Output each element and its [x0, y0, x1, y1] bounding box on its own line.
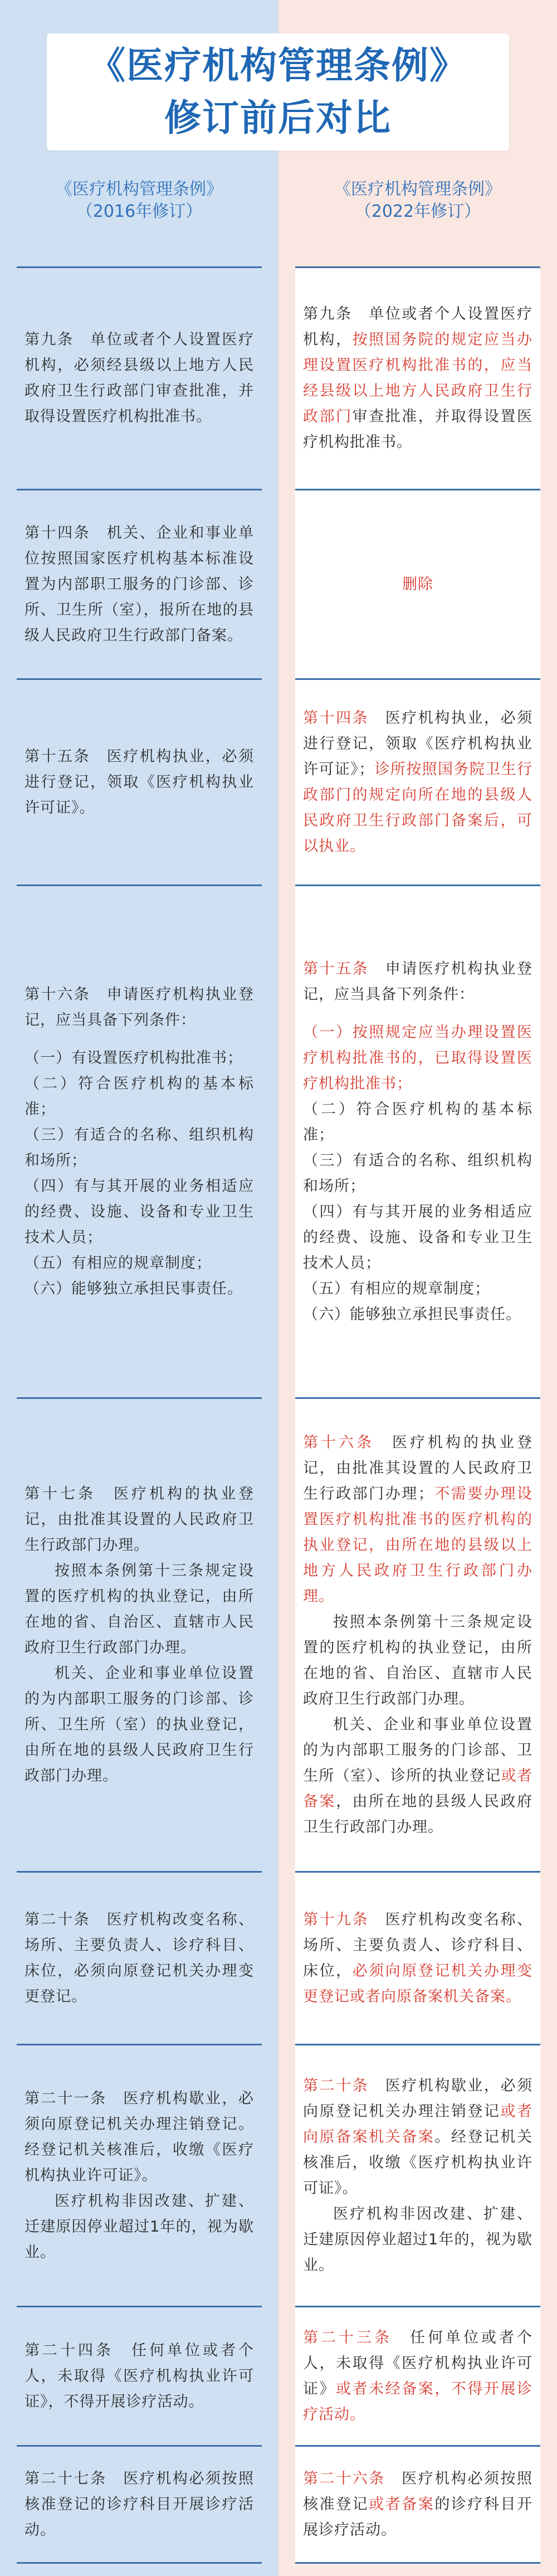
right-article-23-text: 第二十三条 任何单位或者个人，未取得《医疗机构执业许可证》或者未经备案，不得开展诊疗活动。 [303, 2329, 533, 2423]
right-article-16 [295, 1399, 540, 1873]
left-article-16-intro: 第十六条 申请医疗机构执业登记，应当具备下列条件： [25, 985, 254, 1029]
list-item: （三）有适合的名称、组织机构和场所； [25, 1126, 254, 1169]
left-article-14 [17, 490, 262, 680]
right-header-year: （2022年修订） [354, 202, 481, 221]
right-article-9 [295, 266, 540, 490]
right-article-23 [295, 2307, 540, 2447]
left-header-name: 《医疗机构管理条例》 [56, 179, 223, 199]
list-item: （三）有适合的名称、组织机构和场所； [303, 1151, 532, 1195]
right-article-16-p2: 按照本条例第十三条规定设置的医疗机构的执业登记，由所在地的省、自治区、直辖市人民政府卫生行政部门办理。 [303, 1613, 532, 1708]
right-article-14-text: 第十四条 医疗机构执业，必须进行登记，领取《医疗机构执业许可证》；诊所按照国务院卫生行政部门的规定向所在地的县级人民政府卫生行政部门备案后，可以执业。 [303, 709, 533, 855]
page-subtitle: 修订前后对比 [164, 96, 392, 139]
left-article-27-text: 第二十七条 医疗机构必须按照核准登记的诊疗科目开展诊疗活动。 [25, 2470, 254, 2539]
left-article-15-text: 第十五条 医疗机构执业，必须进行登记，领取《医疗机构执业许可证》。 [25, 747, 254, 816]
list-item: （六）能够独立承担民事责任。 [303, 1305, 521, 1323]
left-article-14-text: 第十四条 机关、企业和事业单位按照国家医疗机构基本标准设置为内部职工服务的门诊部、诊所、卫生所（室），报所在地的县级人民政府卫生行政部门备案。 [25, 524, 254, 644]
right-article-15-intro: 第十五条 申请医疗机构执业登记，应当具备下列条件： [303, 960, 533, 1003]
right-article-14-deleted [295, 490, 540, 680]
left-article-9-text: 第九条 单位或者个人设置医疗机构，必须经县级以上地方人民政府卫生行政部门审查批准，并取得设置医疗机构批准书。 [25, 331, 254, 425]
right-article-9-text: 第九条 单位或者个人设置医疗机构，按照国务院的规定应当办理设置医疗机构批准书的，应当经县级以上地方人民政府卫生行政部门审查批准，并取得设置医疗机构批准书。 [303, 305, 533, 451]
left-article-24-text: 第二十四条 任何单位或者个人，未取得《医疗机构执业许可证》，不得开展诊疗活动。 [25, 2341, 254, 2410]
left-article-21-p1: 第二十一条 医疗机构歇业，必须向原登记机关办理注销登记。经登记机关核准后，收缴《医疗机构执业许可证》。 [25, 2089, 254, 2184]
left-article-16 [17, 886, 262, 1399]
list-item: （六）能够独立承担民事责任。 [25, 1280, 243, 1297]
right-article-26 [295, 2447, 540, 2564]
right-article-20-p2: 医疗机构非因改建、扩建、迁建原因停业超过1年的，视为歇业。 [303, 2205, 532, 2274]
deleted-label: 删除 [402, 575, 433, 593]
left-header-year: （2016年修订） [76, 202, 203, 221]
left-article-9 [17, 266, 262, 490]
page-title: 《医疗机构管理条例》 [89, 44, 467, 87]
right-article-20-p1: 第二十条 医疗机构歇业，必须向原登记机关办理注销登记或者向原备案机关备案。经登记机关核准后，收缴《医疗机构执业许可证》。 [303, 2077, 533, 2197]
list-item: （二）符合医疗机构的基本标准； [303, 1100, 532, 1144]
right-header-name: 《医疗机构管理条例》 [334, 179, 501, 199]
left-column-header [0, 178, 278, 223]
right-article-15 [295, 886, 540, 1399]
left-article-27 [17, 2447, 262, 2564]
right-article-20 [295, 2045, 540, 2307]
left-article-17 [17, 1399, 262, 1873]
left-article-20 [17, 1873, 262, 2045]
list-item: （五）有相应的规章制度； [303, 1280, 490, 1297]
left-article-21-p2: 医疗机构非因改建、扩建、迁建原因停业超过1年的，视为歇业。 [25, 2192, 254, 2261]
right-article-19 [295, 1873, 540, 2045]
right-column-header [278, 178, 557, 223]
title-box [47, 33, 509, 150]
right-article-19-text: 第十九条 医疗机构改变名称、场所、主要负责人、诊疗科目、床位，必须向原登记机关办理变更登记或者向原备案机关备案。 [303, 1911, 533, 2005]
left-article-20-text: 第二十条 医疗机构改变名称、场所、主要负责人、诊疗科目、床位，必须向原登记机关办理变更登记。 [25, 1911, 254, 2005]
list-item: （二）符合医疗机构的基本标准； [25, 1075, 254, 1118]
left-article-15 [17, 680, 262, 886]
list-item: （四）有与其开展的业务相适应的经费、设施、设备和专业卫生技术人员； [25, 1177, 254, 1246]
left-article-17-p2: 按照本条例第十三条规定设置的医疗机构的执业登记，由所在地的省、自治区、直辖市人民政府卫生行政部门办理。 [25, 1562, 254, 1656]
left-article-17-p1: 第十七条 医疗机构的执业登记，由批准其设置的人民政府卫生行政部门办理。 [25, 1485, 254, 1554]
right-article-16-p3: 机关、企业和事业单位设置的为内部职工服务的门诊部、卫生所（室）、诊所的执业登记或者备案，由所在地的县级人民政府卫生行政部门办理。 [303, 1715, 533, 1836]
list-item: （五）有相应的规章制度； [25, 1254, 212, 1272]
list-item: （四）有与其开展的业务相适应的经费、设施、设备和专业卫生技术人员； [303, 1203, 532, 1272]
list-item: （一）有设置医疗机构批准书； [25, 1049, 243, 1067]
left-article-24 [17, 2307, 262, 2447]
list-item: （一）按照规定应当办理设置医疗机构批准书的，已取得设置医疗机构批准书； [303, 1023, 532, 1092]
right-article-16-p1: 第十六条 医疗机构的执业登记，由批准其设置的人民政府卫生行政部门办理；不需要办理设置医疗机构批准书的医疗机构的执业登记，由所在地的县级以上地方人民政府卫生行政部门办理。 [303, 1433, 533, 1605]
right-article-14 [295, 680, 540, 886]
left-article-17-p3: 机关、企业和事业单位设置的为内部职工服务的门诊部、诊所、卫生所（室）的执业登记，由所在地的县级人民政府卫生行政部门办理。 [25, 1664, 254, 1785]
right-article-26-text: 第二十六条 医疗机构必须按照核准登记或者备案的诊疗科目开展诊疗活动。 [303, 2470, 533, 2539]
left-article-21 [17, 2045, 262, 2307]
